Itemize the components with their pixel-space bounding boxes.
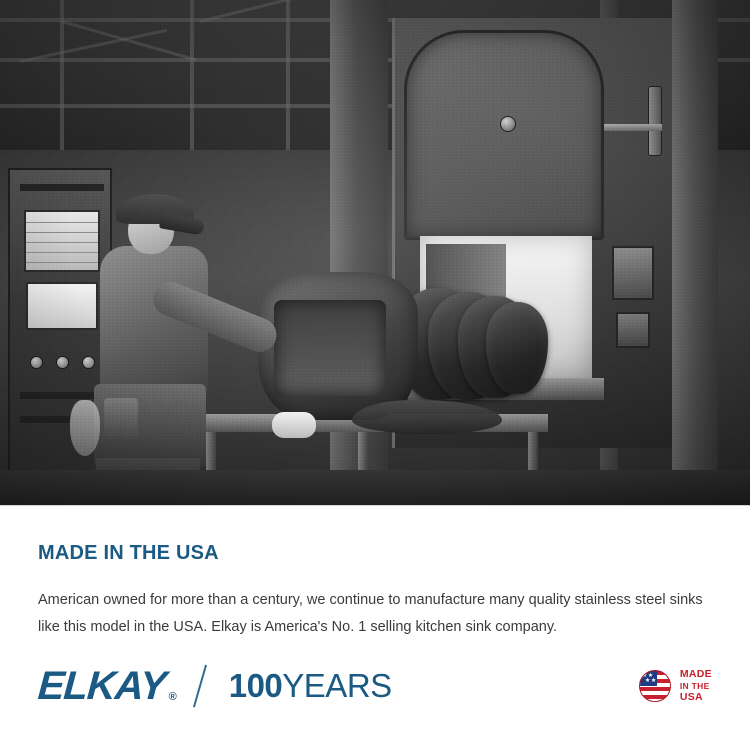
brand-lockup bbox=[38, 664, 392, 709]
anniversary-lockup bbox=[229, 667, 392, 705]
page-title: MADE IN THE USA bbox=[38, 542, 219, 564]
truss-post-icon bbox=[286, 0, 290, 150]
worker-apron-pocket bbox=[104, 398, 138, 440]
badge-line-2: IN THE bbox=[679, 680, 710, 691]
badge-line-1: MADE bbox=[679, 668, 712, 681]
sink-basin-cavity bbox=[274, 300, 386, 396]
anniversary-number: 100 bbox=[228, 667, 283, 704]
cabinet-chart-recorder bbox=[26, 282, 98, 330]
sink-blank-stack-item bbox=[486, 302, 548, 394]
cabinet-gauge-panel bbox=[24, 210, 100, 272]
usa-flag-circle-icon: ★ ★ ★ ★ bbox=[639, 670, 671, 702]
support-column bbox=[672, 0, 718, 505]
registered-trademark-icon: ® bbox=[168, 690, 177, 703]
cabinet-knob-icon bbox=[56, 356, 69, 369]
cabinet-knob-icon bbox=[30, 356, 43, 369]
cabinet-vent bbox=[20, 184, 104, 191]
badge-line-3: USA bbox=[679, 691, 703, 704]
text-section bbox=[0, 506, 750, 641]
furnace-control-box bbox=[616, 312, 650, 348]
footer bbox=[0, 622, 750, 750]
factory-floor bbox=[0, 470, 750, 505]
made-in-usa-badge bbox=[639, 668, 712, 704]
body-paragraph: American owned for more than a century, we continue to manufacture many quality stainless steel sinks like this model in the USA. Elkay is America's No. 1 selling kitchen sink company. bbox=[38, 592, 703, 635]
furnace-door-bolt-icon bbox=[500, 116, 516, 132]
anniversary-word: YEARS bbox=[282, 667, 392, 704]
truss-post-icon bbox=[190, 0, 194, 150]
made-in-usa-text bbox=[680, 668, 712, 704]
elkay-logo bbox=[38, 664, 177, 709]
divider-slash-icon bbox=[193, 665, 207, 708]
furnace-door-rail bbox=[648, 86, 662, 156]
worker-hanging-rag bbox=[70, 400, 100, 456]
cabinet-knob-icon bbox=[82, 356, 95, 369]
elkay-wordmark: ELKAY bbox=[36, 663, 168, 708]
furnace-door bbox=[404, 30, 604, 240]
furnace-control-box bbox=[612, 246, 654, 300]
worker-gloved-hand bbox=[272, 412, 316, 438]
furnace-door-arm bbox=[604, 124, 662, 131]
cabinet-vent bbox=[20, 392, 104, 399]
